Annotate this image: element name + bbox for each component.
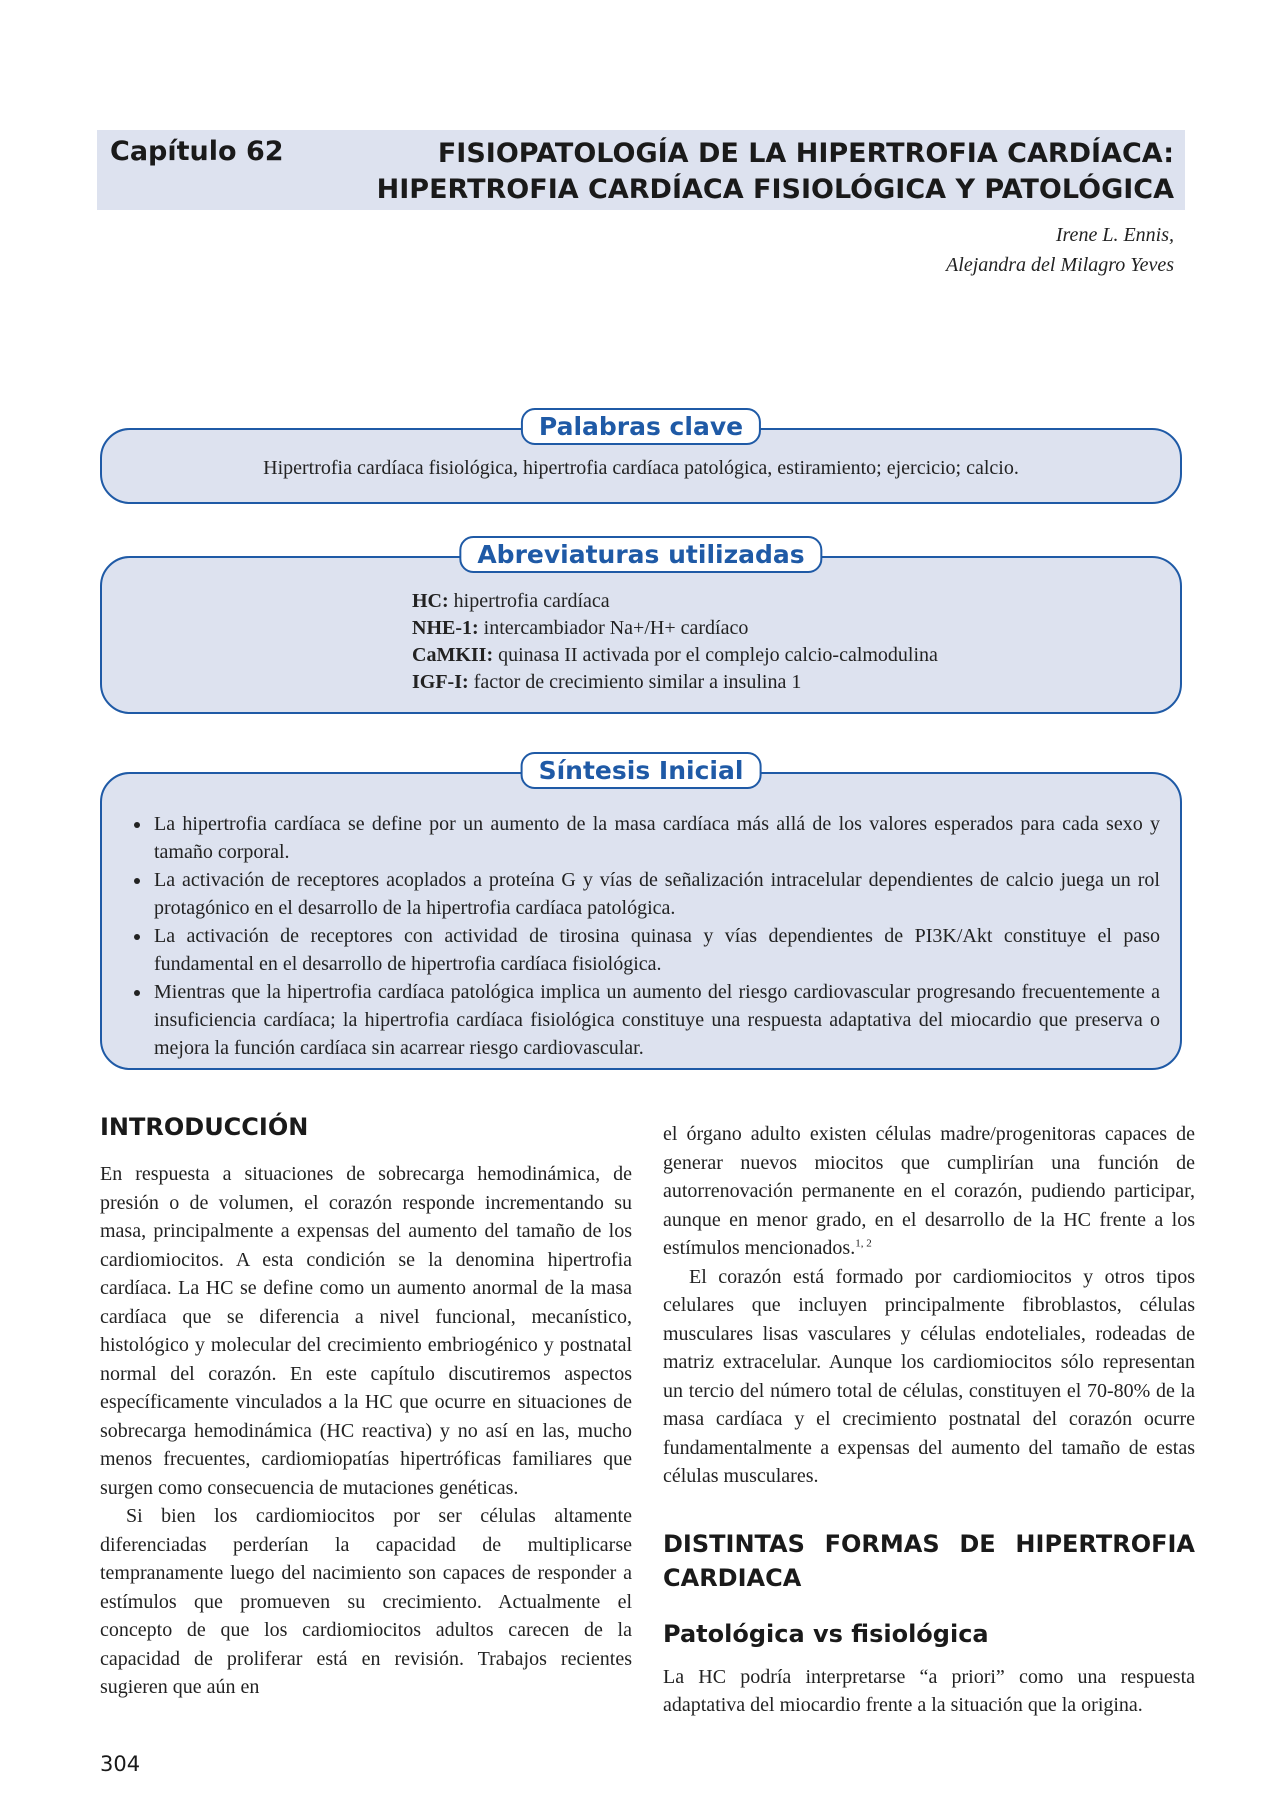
abbreviation-item — [412, 588, 938, 615]
synthesis-title: Síntesis Inicial — [521, 752, 762, 789]
abbreviation-definition: factor de crecimiento similar a insulina 1 — [468, 671, 802, 693]
abbreviation-item — [412, 669, 938, 696]
intro-paragraph-2: Si bien los cardiomiocitos por ser células altamente diferenciadas perderían la capacidad de multiplicarse tempranamente luego del nacimiento son capaces de responder a estímulos que promueven su crecimiento. Actualmente el concepto de que los cardiomiocitos adultos carecen de la capacidad de proliferar está en revisión. Trabajos recientes sugieren que aún en — [100, 1505, 632, 1698]
synthesis-box — [100, 756, 1182, 1070]
intro-paragraph-1: En respuesta a situaciones de sobrecarga hemodinámica, de presión o de volumen, el corazón responde incrementando su masa, principalmente a expensas del aumento del tamaño de los cardiomiocitos. A esta condición se la denomina hipertrofia cardíaca. La HC se define como un aumento anormal de la masa cardíaca que se diferencia a nivel funcional, mecanístico, histológico y molecular del crecimiento embriogénico y postnatal normal del corazón. En este capítulo discutiremos aspectos específicamente vinculados a la HC que ocurre en situaciones de sobrecarga hemodinámica (HC reactiva) y no así en las, mucho menos frecuentes, cardiomiopatías hipertróficas familiares que surgen como consecuencia de mutaciones genéticas. — [100, 1163, 632, 1499]
right-paragraph-1 — [663, 1120, 1195, 1263]
keywords-box — [100, 412, 1182, 504]
author-1: Irene L. Ennis, — [1055, 224, 1174, 246]
abbreviation-term: HC: — [412, 590, 449, 612]
abbreviation-term: IGF-I: — [412, 671, 469, 693]
abbreviation-definition: quinasa II activada por el complejo calcio-calmodulina — [493, 644, 938, 666]
right-paragraph-2: El corazón está formado por cardiomiocitos y otros tipos celulares que incluyen principalmente fibroblastos, células musculares lisas vasculares y células endoteliales, rodeadas de matriz extracelular. Aunque los cardiomiocitos sólo representan un tercio del número total de células, constituyen el 70-80% de la masa cardíaca y el crecimiento postnatal del corazón ocurre fundamentalmente a expensas del aumento del tamaño de estas células musculares. — [663, 1265, 1195, 1487]
abbreviations-title: Abreviaturas utilizadas — [459, 536, 822, 573]
abbreviations-list — [412, 588, 938, 696]
authors — [946, 220, 1174, 280]
chapter-title — [377, 136, 1174, 208]
abbreviation-definition: hipertrofia cardíaca — [448, 590, 610, 612]
abbreviations-box — [100, 540, 1182, 714]
abbreviation-term: CaMKII: — [412, 644, 494, 666]
keywords-title: Palabras clave — [521, 408, 761, 445]
synthesis-item: • Mientras que la hipertrofia cardíaca patológica implica un aumento del riesgo cardiovascular progresando frecuentemente a insuficiencia cardíaca; la hipertrofia cardíaca fisiológica constituye una respuesta adaptativa del miocardio que preserva o mejora la función cardíaca sin acarrear riesgo cardiovascular. — [152, 978, 1160, 1062]
subheading: Patológica vs fisiológica — [663, 1619, 989, 1648]
right-paragraph-3: La HC podría interpretarse “a priori” como una respuesta adaptativa del miocardio frente a la situación que la origina. — [663, 1665, 1195, 1716]
chapter-title-line-1: FISIOPATOLOGÍA DE LA HIPERTROFIA CARDÍACA: — [437, 138, 1174, 169]
synthesis-item: • La hipertrofia cardíaca se define por un aumento de la masa cardíaca más allá de los valores esperados para cada sexo y tamaño corporal. — [152, 810, 1160, 866]
right-paragraph-1-text: el órgano adulto existen células madre/progenitoras capaces de generar nuevos miocitos que cumplirían una función de autorrenovación permanente en el corazón, pudiendo participar, aunque en menor grado, en el desarrollo de la HC frente a los estímulos mencionados. — [663, 1123, 1195, 1259]
left-column — [100, 1110, 632, 1702]
intro-heading: INTRODUCCIÓN — [100, 1113, 309, 1141]
keywords-text: Hipertrofia cardíaca fisiológica, hipertrofia cardíaca patológica, estiramiento; ejercicio; calcio. — [263, 457, 1019, 479]
synthesis-list — [152, 810, 1160, 1062]
synthesis-item: • La activación de receptores con actividad de tirosina quinasa y vías dependientes de PI3K/Akt constituye el paso fundamental en el desarrollo de hipertrofia cardíaca fisiológica. — [152, 922, 1160, 978]
abbreviation-item — [412, 615, 938, 642]
abbreviation-item — [412, 642, 938, 669]
author-2: Alejandra del Milagro Yeves — [946, 254, 1174, 276]
right-column — [663, 1120, 1195, 1720]
citation-ref: 1, 2 — [855, 1237, 872, 1250]
page-number: 304 — [100, 1752, 141, 1776]
abbreviation-definition: intercambiador Na+/H+ cardíaco — [478, 617, 749, 639]
chapter-label: Capítulo 62 — [110, 136, 284, 167]
forms-heading: DISTINTAS FORMAS DE HIPERTROFIA CARDIACA — [663, 1529, 1195, 1592]
chapter-title-line-2: HIPERTROFIA CARDÍACA FISIOLÓGICA Y PATOLÓGICA — [376, 174, 1174, 205]
synthesis-item: • La activación de receptores acoplados a proteína G y vías de señalización intracelular dependientes de calcio juega un rol protagónico en el desarrollo de la hipertrofia cardíaca patológica. — [152, 866, 1160, 922]
abbreviation-term: NHE-1: — [412, 617, 479, 639]
